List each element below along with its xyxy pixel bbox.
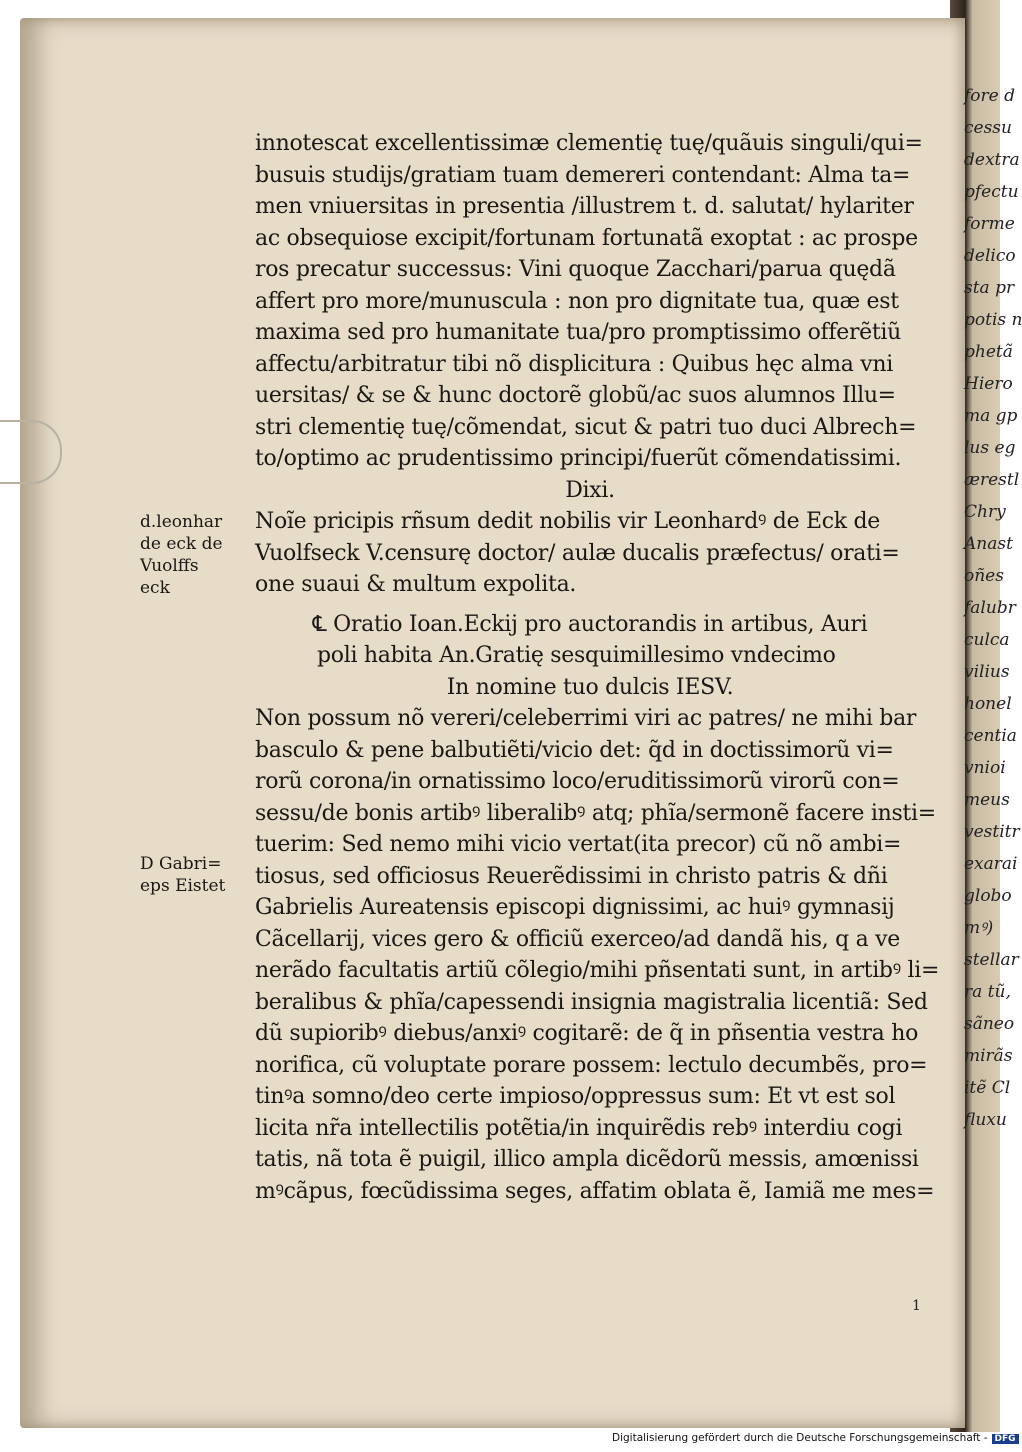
facing-page-line: meus [964, 790, 1010, 810]
facing-page-line: vilius [964, 662, 1010, 682]
text-line: sessu/de bonis artibꝰ liberalibꝰ atq; phĩa/sermonẽ facere insti= [255, 800, 936, 826]
text-line: ros precatur successus: Vini quoque Zacchari/parua quędã [255, 257, 896, 282]
text-line: Vuolfseck V.censurę doctor/ aulæ ducalis præfectus/ orati= [255, 540, 900, 566]
facing-page-line: honel [964, 694, 1012, 714]
facing-page-line: cessu [964, 118, 1012, 138]
facing-page-line: oñes [964, 566, 1004, 586]
facing-page-line: mirãs [964, 1046, 1013, 1066]
facing-page-line: forme [964, 214, 1015, 234]
text-line: affectu/arbitratur tibi nõ displicitura : Quibus hęc alma vni [255, 351, 894, 377]
facing-page-line: ra tũ, [964, 982, 1011, 1002]
dfg-logo: DFG [992, 1434, 1019, 1444]
text-line: nerãdo facultatis artiũ cõlegio/mihi pñsentati sunt, in artibꝰ li= [255, 958, 940, 983]
text-line: Noĩe pricipis rñsum dedit nobilis vir Leonhardꝰ de Eck de [255, 509, 880, 534]
text-line: Cãcellarij, vices gero & officiũ exerceo/ad dandã his, q a ve [255, 926, 900, 952]
margin-note-line: eps Eistet [140, 876, 226, 896]
facing-page-line: pfectu [964, 182, 1019, 202]
text-line: to/optimo ac prudentissimo principi/fuerũt cõmendatissimi. [255, 446, 902, 471]
text-line: maxima sed pro humanitate tua/pro promptissimo offerẽtiũ [255, 320, 902, 345]
paragraph-letter-end [255, 128, 925, 475]
margin-note-line: D Gabri= [140, 854, 222, 874]
facing-page-line: ærestl [964, 470, 1020, 490]
facing-page-line: fluxu [964, 1110, 1007, 1130]
footer-credit [612, 1432, 1019, 1444]
facing-page-line: itẽ Cl [964, 1078, 1011, 1098]
text-line: norifica, cũ voluptate porare possem: lectulo decumbẽs, pro= [255, 1052, 928, 1078]
text-line: tatis, nã tota ẽ puigil, illico ampla dicẽdorũ messis, amœnissi [255, 1147, 919, 1172]
facing-page-line: fore d [964, 86, 1015, 106]
facing-page-line: dextra [964, 150, 1020, 170]
text-line: basculo & pene balbutiẽti/vicio det: q̃d in doctissimorũ vi= [255, 737, 894, 763]
text-line: beralibus & phĩa/capessendi insignia magistralia licentiã: Sed [255, 989, 928, 1015]
text-line: busuis studijs/gratiam tuam demereri contendant: Alma ta= [255, 162, 911, 188]
text-line: licita nr̃a intellectilis potẽtia/in inquirẽdis rebꝰ interdiu cogi [255, 1115, 903, 1141]
text-line: Gabrielis Aureatensis episcopi dignissimi, ac huiꝰ gymnasij [255, 895, 895, 920]
facing-page-line: mꝰ) [964, 918, 994, 938]
facing-page-line: Hiero [964, 374, 1013, 394]
margin-note-line: Vuolffs [140, 556, 199, 576]
facing-page-line: ma gp [964, 406, 1018, 426]
text-line: poli habita An.Gratię sesquimillesimo vndecimo [317, 643, 836, 668]
oration-heading [255, 609, 925, 704]
facing-page-line: centia [964, 726, 1017, 746]
text-line: ℄ Oratio Ioan.Eckij pro auctorandis in artibus, Auri [312, 611, 868, 637]
margin-note-line: d.leonhar [140, 512, 223, 532]
facing-page-line: falubr [964, 598, 1016, 618]
text-line: mꝰcãpus, fœcũdissima seges, affatim oblata ẽ, Iamiã me mes= [255, 1178, 935, 1204]
dixi-line: Dixi. [565, 477, 615, 503]
facing-page-line: culca [964, 630, 1010, 650]
facing-page-line: phetã [964, 342, 1013, 362]
text-line: stri clementię tuę/cõmendat, sicut & patri tuo duci Albrech= [255, 414, 917, 440]
paragraph-response [255, 506, 925, 601]
margin-note-line: eck [140, 578, 170, 598]
page-mark: 1 [912, 1298, 921, 1314]
text-line: tinꝰa somno/deo certe impioso/oppressus sum: Et vt est sol [255, 1084, 896, 1109]
facing-page-line: Chry [964, 502, 1006, 522]
text-line: rorũ corona/in ornatissimo loco/eruditissimorũ virorũ con= [255, 769, 900, 794]
margin-note-gabriel [140, 853, 225, 897]
facing-page-line: stellar [964, 950, 1019, 970]
margin-note-line: de eck de [140, 534, 223, 554]
text-line: In nomine tuo dulcis IESV. [446, 674, 734, 700]
facing-page-line: vnioi [964, 758, 1006, 778]
text-line: one suaui & multum expolita. [255, 572, 577, 597]
text-line: ac obsequiose excipit/fortunam fortunatã exoptat : ac prospe [255, 225, 918, 251]
text-line: dũ supioribꝰ diebus/anxiꝰ cogitarẽ: de q̃ in pñsentia vestra ho [255, 1021, 919, 1046]
text-line: tuerim: Sed nemo mihi vicio vertat(ita precor) cũ nõ ambi= [255, 832, 902, 857]
margin-note-leonhard [140, 511, 223, 599]
main-text-block [255, 128, 940, 1207]
facing-page-line: vestitr [964, 822, 1020, 842]
text-line: innotescat excellentissimæ clementię tuę/quãuis singuli/qui= [255, 131, 923, 156]
facing-page-line: Anast [964, 534, 1013, 554]
facing-page-line: globo [964, 886, 1012, 906]
text-line: men vniuersitas in presentia /illustrem t. d. salutat/ hylariter [255, 194, 914, 219]
footer-text: Digitalisierung gefördert durch die Deutsche Forschungsgemeinschaft - [612, 1432, 988, 1444]
facing-page-line: potis n [964, 310, 1022, 330]
facing-page-line: delico [964, 246, 1016, 266]
facing-page-edge [960, 0, 1022, 1420]
text-line: affert pro more/munuscula : non pro dignitate tua, quæ est [255, 288, 899, 314]
text-line: tiosus, sed officiosus Reuerẽdissimi in christo patris & dñi [255, 863, 888, 889]
facing-page-line: lus eg [964, 438, 1016, 458]
page-clip [0, 420, 62, 484]
paragraph-oration [255, 703, 940, 1207]
facing-page-line: sta pr [964, 278, 1015, 298]
text-line: uersitas/ & se & hunc doctorẽ globũ/ac suos alumnos Illu= [255, 383, 896, 408]
facing-page-line: sãneo [964, 1014, 1015, 1034]
text-line: Non possum nõ vereri/celeberrimi viri ac patres/ ne mihi bar [255, 706, 917, 731]
facing-page-line: exarai [964, 854, 1018, 874]
